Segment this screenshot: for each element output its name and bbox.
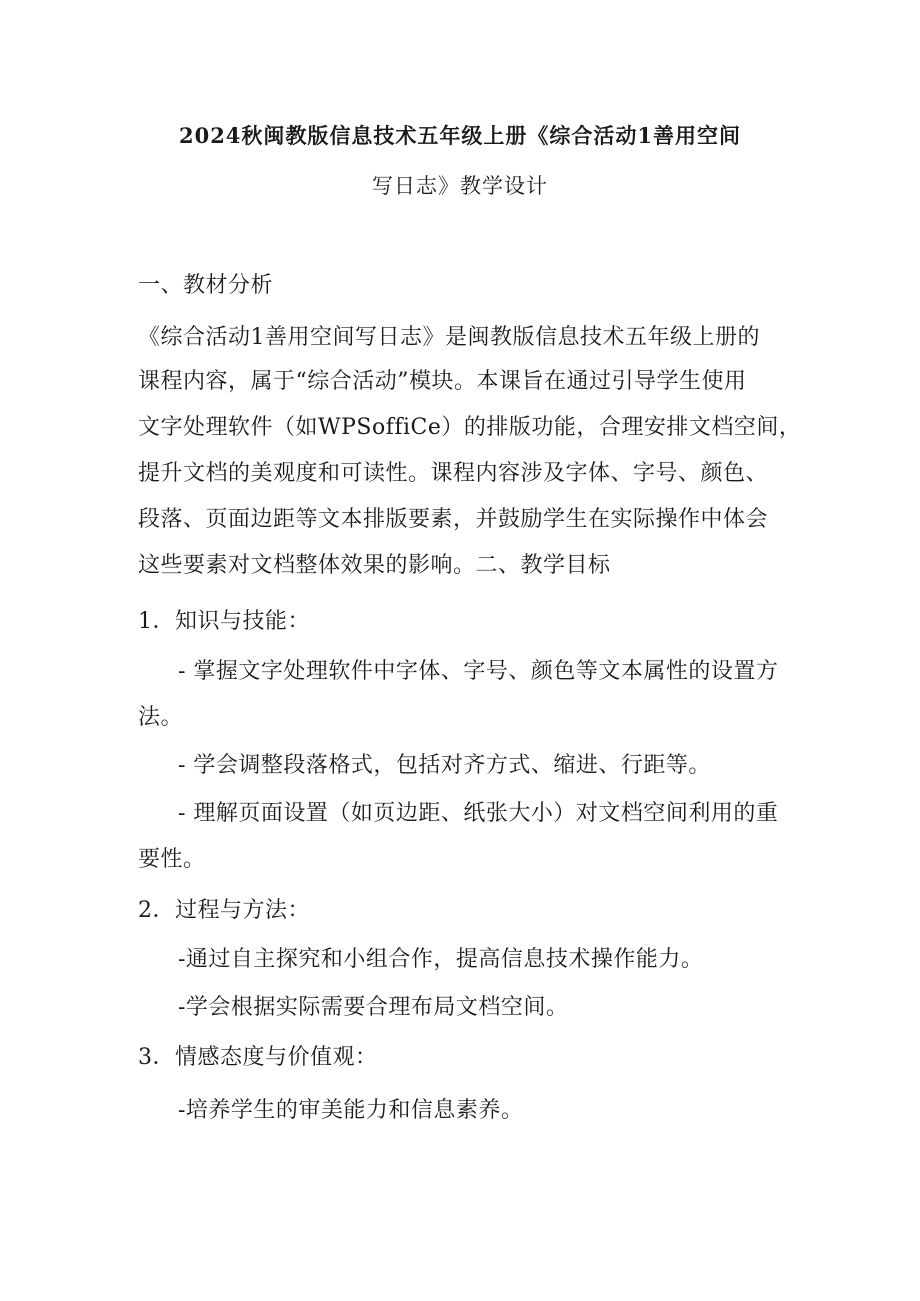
goal-heading-process: 2．过程与方法：	[138, 898, 310, 923]
paragraph-line: 《综合活动1善用空间写日志》是闽教版信息技术五年级上册的	[138, 325, 760, 350]
paragraph-line: 这些要素对文档整体效果的影响。二、教学目标	[138, 553, 611, 578]
goal-item-continuation: 法。	[138, 705, 184, 730]
goal-item: - 理解页面设置（如页边距、纸张大小）对文档空间利用的重	[178, 801, 779, 826]
section-heading-analysis: 一、教材分析	[138, 273, 274, 298]
document-title-line-1: 2024秋闽教版信息技术五年级上册《综合活动1善用空间	[178, 123, 742, 148]
paragraph-line: 课程内容，属于“综合活动”模块。本课旨在通过引导学生使用	[138, 369, 747, 394]
goal-heading-values: 3．情感态度与价值观：	[138, 1045, 378, 1070]
goal-item: -培养学生的审美能力和信息素养。	[178, 1098, 524, 1123]
goal-item: -学会根据实际需要合理布局文档空间。	[178, 995, 569, 1020]
goal-item: - 学会调整段落格式，包括对齐方式、缩进、行距等。	[178, 753, 711, 778]
goal-item: - 掌握文字处理软件中字体、字号、颜色等文本属性的设置方	[178, 659, 779, 684]
goal-item-continuation: 要性。	[138, 847, 206, 872]
paragraph-line: 段落、页面边距等文本排版要素，并鼓励学生在实际操作中体会	[138, 507, 769, 532]
goal-item: -通过自主探究和小组合作，提高信息技术操作能力。	[178, 947, 704, 972]
document-title-line-2: 写日志》教学设计	[372, 174, 548, 198]
goal-heading-knowledge: 1．知识与技能：	[138, 609, 310, 634]
paragraph-line: 提升文档的美观度和可读性。课程内容涉及字体、字号、颜色、	[138, 461, 769, 486]
paragraph-line: 文字处理软件（如WPSoffiCe）的排版功能，合理安排文档空间，	[138, 415, 802, 440]
